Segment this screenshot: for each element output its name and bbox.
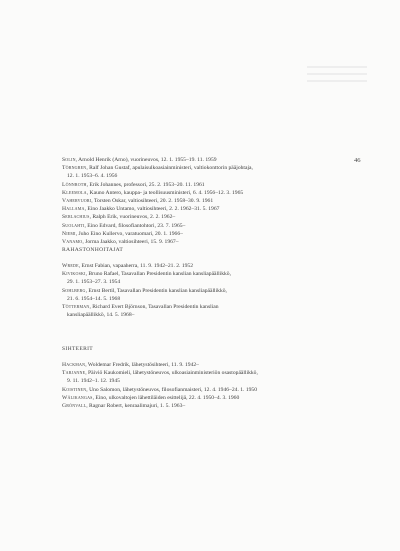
entry-details: , Ralf Johan Gustaf, apulaisulkoasiainministeri, valtiokonttorin pääjohtaja, <box>86 165 253 172</box>
entry-details: , Juho Eino Kullervo, varatuomari, 20. 1. 1966– <box>75 230 183 237</box>
entry-surname: Solin <box>62 157 76 163</box>
entry-surname: Tötterman <box>62 304 90 311</box>
entry-line <box>62 230 362 238</box>
entry-surname: Kivikoski <box>62 271 86 278</box>
entry-details: , Uno Salomon, lähetystöneuvos, filosofianmaisteri, 12. 4. 1946–24. 1. 1950 <box>86 386 258 393</box>
entry-surname: Hallama <box>62 206 85 213</box>
entry-line <box>62 394 362 402</box>
entry-continuation: 12. 1. 1953–6. 4. 1956 <box>67 173 118 180</box>
entry-line <box>62 197 362 205</box>
entry-line <box>62 205 362 213</box>
entry-surname: Niemi <box>62 230 76 237</box>
entry-surname: Lönnroth <box>62 181 87 188</box>
entry-surname: Vahervuori <box>62 198 92 205</box>
entry-continuation: 9. 11. 1942–1. 12. 1945 <box>67 378 120 385</box>
entry-details: , Kauno Antero, kauppa- ja teollisuusministeri, 6. 4. 1956–12. 3. 1965 <box>86 189 244 196</box>
entry-surname: Wälikangas <box>62 394 93 401</box>
entry-line <box>62 222 362 230</box>
entry-line <box>62 213 362 221</box>
entry-details: , Ernst Fabian, vapaaherra, 11. 9. 1942–21. 2. 1952 <box>78 263 194 269</box>
entry-line <box>62 164 362 172</box>
entry-continuation: 21. 6. 1954–14. 5. 1968 <box>67 295 121 302</box>
section-secretaries <box>62 345 362 410</box>
entry-line <box>62 156 362 164</box>
section-heading: SIHTEERIT <box>62 346 93 352</box>
entry-details: , Eino Jaakko Untamo, valtiosihteeri, 2. 2. 1962–31. 5. 1967 <box>84 206 220 213</box>
entry-details: , Richard Evert Björnson, Tasavallan Presidentin kanslian <box>89 304 219 311</box>
entry-surname: Suolahti <box>62 222 85 229</box>
entry-line <box>62 238 362 246</box>
bleed-through-text <box>307 66 367 87</box>
entry-details: , Ralph Erik, vuorineuvos, 2. 2. 1962– <box>89 214 176 221</box>
entry-details: , Ernst Bertil, Tasavallan Presidentin kanslian kansliapäällikkö, <box>85 287 227 294</box>
entry-line <box>62 303 362 311</box>
entry-details: , Eino Edvard, filosofiantohtori, 23. 7. 1965– <box>84 222 186 229</box>
entry-line <box>62 386 362 394</box>
entry-details: , Eino, ulkovaltojen lähettiläiden esittelijä, 22. 4. 1950–4. 3. 1960 <box>92 394 240 401</box>
entry-surname: Koistinen <box>62 386 87 393</box>
entry-surname: Serlachius <box>62 214 90 221</box>
entry-details: , Bruno Rafael, Tasavallan Presidentin kanslian kansliapäällikkö, <box>85 271 231 278</box>
entry-surname: Grönvall <box>62 403 87 410</box>
entry-details: , Arnold Henrik (Arno), vuorineuvos, 12. 1. 1955–19. 11. 1959 <box>75 157 217 163</box>
entry-surname: Sohlberg <box>62 287 86 294</box>
entry-surname: Wrede <box>62 263 79 269</box>
section-treasurers <box>62 246 362 319</box>
entry-continuation: 29. 1. 1953–27. 3. 1954 <box>67 279 121 286</box>
entry-surname: Kleemola <box>62 189 87 196</box>
entry-line <box>62 189 362 197</box>
entry-details: , Ragnar Robert, kenraalimajuri, 1. 5. 1963– <box>86 403 186 410</box>
entry-surname: Hackman <box>62 362 86 368</box>
entry-surname: Tarjanne <box>62 370 86 377</box>
entry-details: , Erik Johannes, professori, 25. 2. 1953–20. 11. 1961 <box>86 181 205 188</box>
entry-continuation: kansliapäällikkö, 14. 5. 1968– <box>67 312 135 319</box>
entry-line <box>62 369 362 377</box>
entry-line <box>62 270 362 278</box>
entry-line <box>62 402 362 410</box>
entry-details: , Torsten Oskar, valtiosihteeri, 20. 2. 1958–30. 9. 1961 <box>91 198 214 205</box>
entry-details: , Jorma Jaakko, valtiosihteeri, 15. 9. 1967– <box>82 239 179 246</box>
entry-surname: Törngren <box>62 165 87 172</box>
entry-details: , Woldemar Fredrik, lähetystösihteeri, 11. 9. 1942– <box>85 362 199 368</box>
section-heading: RAHASTONHOITAJAT <box>62 247 124 253</box>
section-members <box>62 156 362 246</box>
entry-surname: Vanamo <box>62 239 83 246</box>
entry-details: , Päiviö Kaukomieli, lähetystöneuvos, ulkoasiainministeriön osastopäällikkö, <box>85 370 258 377</box>
entry-line <box>62 287 362 295</box>
entry-line <box>62 262 362 270</box>
entry-line <box>62 181 362 189</box>
entry-line <box>62 361 362 369</box>
page-number: 46 <box>354 157 361 164</box>
